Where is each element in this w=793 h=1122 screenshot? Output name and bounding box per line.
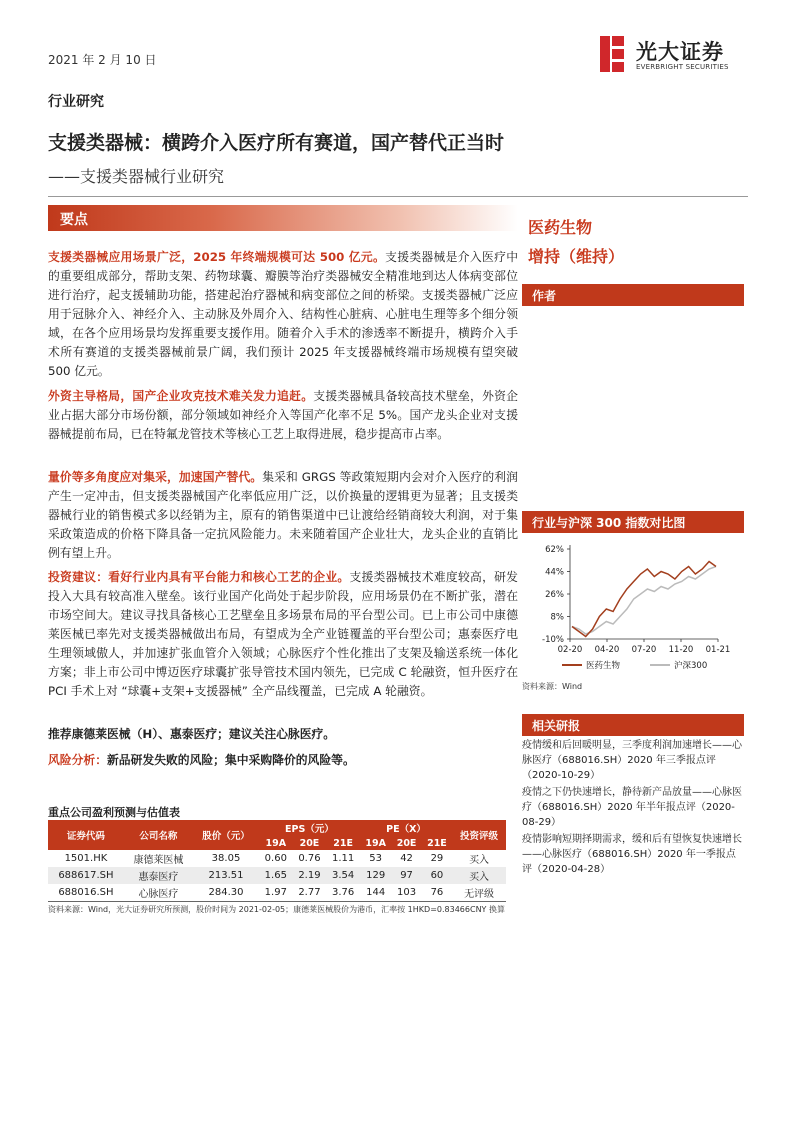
key-point-text: 支援类器械技术难度较高，研发投入大具有较高准入壁垒。该行业国产化尚处于起步阶段，应用场景仍在不断扩张，潜在市场空间大。建议寻找具备核心工艺壁垒且多场景布局的平台型公司。已上市公司中康德莱医械已率先对支援类器械做出布局，有望成为全产业链覆盖的平台型公司；惠泰医疗电生理领域傲人，并加速扩张血管介入领域；心脉医疗个性化推出了支架及输送系统一体化方案；非上市公司中博迈医疗球囊扩张导管技术国内领先，已完成 C 轮融资，恒升医疗在 PCI 手术上对 “球囊+支架+支援器械” 全产品线覆盖，已完成 A 轮融资。	[48, 570, 518, 698]
key-point-lead: 支援类器械应用场景广泛，2025 年终端规模可达 500 亿元。	[48, 250, 386, 264]
key-point-lead: 投资建议：看好行业内具有平台能力和核心工艺的企业。	[48, 570, 350, 584]
y-tick-label: 26%	[545, 590, 564, 600]
y-tick-label: 8%	[550, 612, 564, 623]
col-name: 公司名称	[124, 820, 193, 850]
table-row	[48, 884, 506, 902]
col-year: 20E	[293, 836, 327, 850]
key-point-2	[48, 387, 518, 444]
table-row	[48, 867, 506, 884]
cell-eps: 2.77	[293, 884, 327, 902]
key-point-3	[48, 468, 518, 563]
chart-heading: 行业与沪深 300 指数对比图	[532, 516, 686, 530]
index-comparison-chart	[522, 537, 744, 677]
legend-label: 医药生物	[586, 661, 621, 671]
cell-eps: 1.11	[331, 853, 355, 864]
cell-pe: 97	[391, 867, 421, 884]
col-eps: EPS（元）	[259, 820, 360, 836]
research-item[interactable]: 疫情影响短期择期需求，缓和后有望恢复快速增长——心脉医疗（688016.SH）2020 年一季报点评（2020-04-28）	[522, 834, 742, 875]
report-category: 行业研究	[48, 94, 104, 110]
chart-source: 资料来源：Wind	[522, 682, 583, 691]
cell-name: 惠泰医疗	[124, 867, 193, 884]
series-line	[572, 562, 716, 637]
key-point-text: 支援类器械是介入医疗中的重要组成部分，帮助支架、药物球囊、瓣膜等治疗类器械安全精准地到达人体病变部位进行治疗，起支援辅助功能，搭建起治疗器械和病变部位之间的桥梁。支援类器械广泛应用于冠脉介入、神经介入、主动脉及外周介入、结构性心脏病、心脏电生理等多个细分领域，在各个应用场景均发挥重要支援作用。随着介入手术的渗透率不断提升，横跨介入手术所有赛道的支援类器械前景广阔，我们预计 2025 年支援器械终端市场规模有望突破 500 亿元。	[48, 250, 518, 378]
cell-rating: 买入	[452, 867, 506, 884]
cell-eps: 3.76	[326, 884, 360, 902]
risk-label: 风险分析：	[48, 753, 107, 767]
author-heading: 作者	[532, 289, 557, 303]
key-point-lead: 量价等多角度应对集采，加速国产替代。	[48, 470, 263, 484]
recommendation: 推荐康德莱医械（H）、惠泰医疗；建议关注心脉医疗。	[48, 727, 336, 741]
y-tick-label: 44%	[545, 567, 564, 578]
x-tick-label: 02-20	[557, 645, 583, 655]
cell-code: 688016.SH	[48, 884, 124, 902]
cell-pe: 42	[400, 853, 413, 864]
chart-header	[522, 511, 744, 533]
sector-rating: 增持（维持）	[528, 247, 625, 266]
cell-pe: 144	[360, 884, 391, 902]
research-header	[522, 714, 744, 736]
table-row	[48, 850, 506, 867]
report-title: 支援类器械：横跨介入医疗所有赛道，国产替代正当时	[48, 132, 505, 154]
col-pe: PE（X）	[360, 820, 452, 836]
key-point-text: 集采和 GRGS 等政策短期内会对介入医疗的利润产生一定冲击，但支援类器械国产化率低应用广泛，以价换量的逻辑更为显著；且支援类器械行业的销售模式多以经销为主，原有的销售渠道中已让渡给经销商较大利润，对于集采政策造成的价格下降具备一定抗风险能力。未来随着国产企业壮大，龙头企业的直销比例有望上升。	[48, 470, 518, 560]
title-divider	[48, 196, 748, 197]
report-date: 2021 年 2 月 10 日	[48, 53, 157, 67]
series-line	[572, 567, 716, 635]
valuation-table	[48, 820, 506, 902]
col-year: 19A	[360, 836, 391, 850]
cell-pe: 129	[360, 867, 391, 884]
research-item[interactable]: 疫情之下仍快速增长，静待新产品放量——心脉医疗（688016.SH）2020 年半年报点评（2020-08-29）	[522, 787, 742, 828]
cell-name: 心脉医疗	[124, 884, 193, 902]
cell-price: 38.05	[211, 853, 241, 864]
col-year: 20E	[391, 836, 421, 850]
cell-price: 284.30	[193, 884, 259, 902]
logo-english-name: EVERBRIGHT SECURITIES	[636, 63, 729, 71]
cell-pe: 53	[369, 853, 382, 864]
col-year: 19A	[259, 836, 293, 850]
cell-code: 1501.HK	[64, 853, 108, 864]
x-tick-label: 07-20	[631, 645, 657, 655]
related-research-list	[522, 738, 744, 879]
col-code: 证券代码	[48, 820, 124, 850]
cell-rating: 无评级	[452, 884, 506, 902]
x-tick-label: 04-20	[594, 645, 620, 655]
author-header	[522, 284, 744, 306]
cell-eps: 1.97	[259, 884, 293, 902]
cell-eps: 0.60	[264, 853, 287, 864]
y-tick-label: 62%	[545, 545, 564, 555]
risk-analysis	[48, 751, 518, 770]
table-note: 资料来源：Wind，光大证券研究所预测，股价时间为 2021-02-05；康德莱医械股价为港币，汇率按 1HKD=0.83466CNY 换算	[48, 905, 505, 914]
cell-pe: 60	[422, 867, 452, 884]
col-year: 21E	[326, 836, 360, 850]
sector-name: 医药生物	[528, 218, 593, 237]
key-point-text: 支援类器械具备较高技术壁垒，外资企业占据大部分市场份额，部分领域如神经介入等国产化率不足 5%。国产龙头企业对支援器械提前布局，已在特氟龙管技术等核心工艺上取得进展，稳步提高市占率。	[48, 389, 518, 441]
key-points-heading: 要点	[60, 212, 88, 228]
key-points-header	[48, 205, 518, 231]
cell-eps: 2.19	[293, 867, 327, 884]
risk-text: 新品研发失败的风险；集中采购降价的风险等。	[107, 753, 355, 767]
research-heading: 相关研报	[532, 719, 581, 733]
everbright-logo-icon	[598, 34, 628, 74]
cell-price: 213.51	[193, 867, 259, 884]
cell-eps: 3.54	[326, 867, 360, 884]
cell-pe: 76	[422, 884, 452, 902]
x-tick-label: 11-20	[668, 645, 694, 655]
col-year: 21E	[422, 836, 452, 850]
cell-rating: 买入	[469, 855, 490, 866]
logo-chinese-name: 光大证券	[636, 40, 724, 64]
col-price: 股价（元）	[193, 820, 259, 850]
research-item[interactable]: 疫情缓和后回暖明显，三季度利润加速增长——心脉医疗（688016.SH）2020 年三季报点评（2020-10-29）	[522, 740, 742, 781]
x-tick-label: 01-21	[705, 645, 731, 655]
key-point-4	[48, 568, 518, 701]
y-tick-label: -10%	[542, 635, 564, 645]
col-rating: 投资评级	[452, 820, 506, 850]
key-point-1	[48, 248, 518, 381]
cell-name: 康德莱医械	[133, 855, 184, 866]
legend-label: 沪深300	[674, 661, 708, 671]
valuation-table-title: 重点公司盈利预测与估值表	[48, 806, 180, 819]
cell-pe: 103	[391, 884, 421, 902]
cell-pe: 29	[430, 853, 444, 864]
key-point-lead: 外资主导格局，国产企业攻克技术难关发力追赶。	[48, 389, 314, 403]
cell-eps: 1.65	[259, 867, 293, 884]
company-logo	[598, 34, 748, 78]
report-subtitle: ——支援类器械行业研究	[48, 167, 225, 186]
cell-eps: 0.76	[298, 853, 321, 864]
cell-code: 688617.SH	[48, 867, 124, 884]
